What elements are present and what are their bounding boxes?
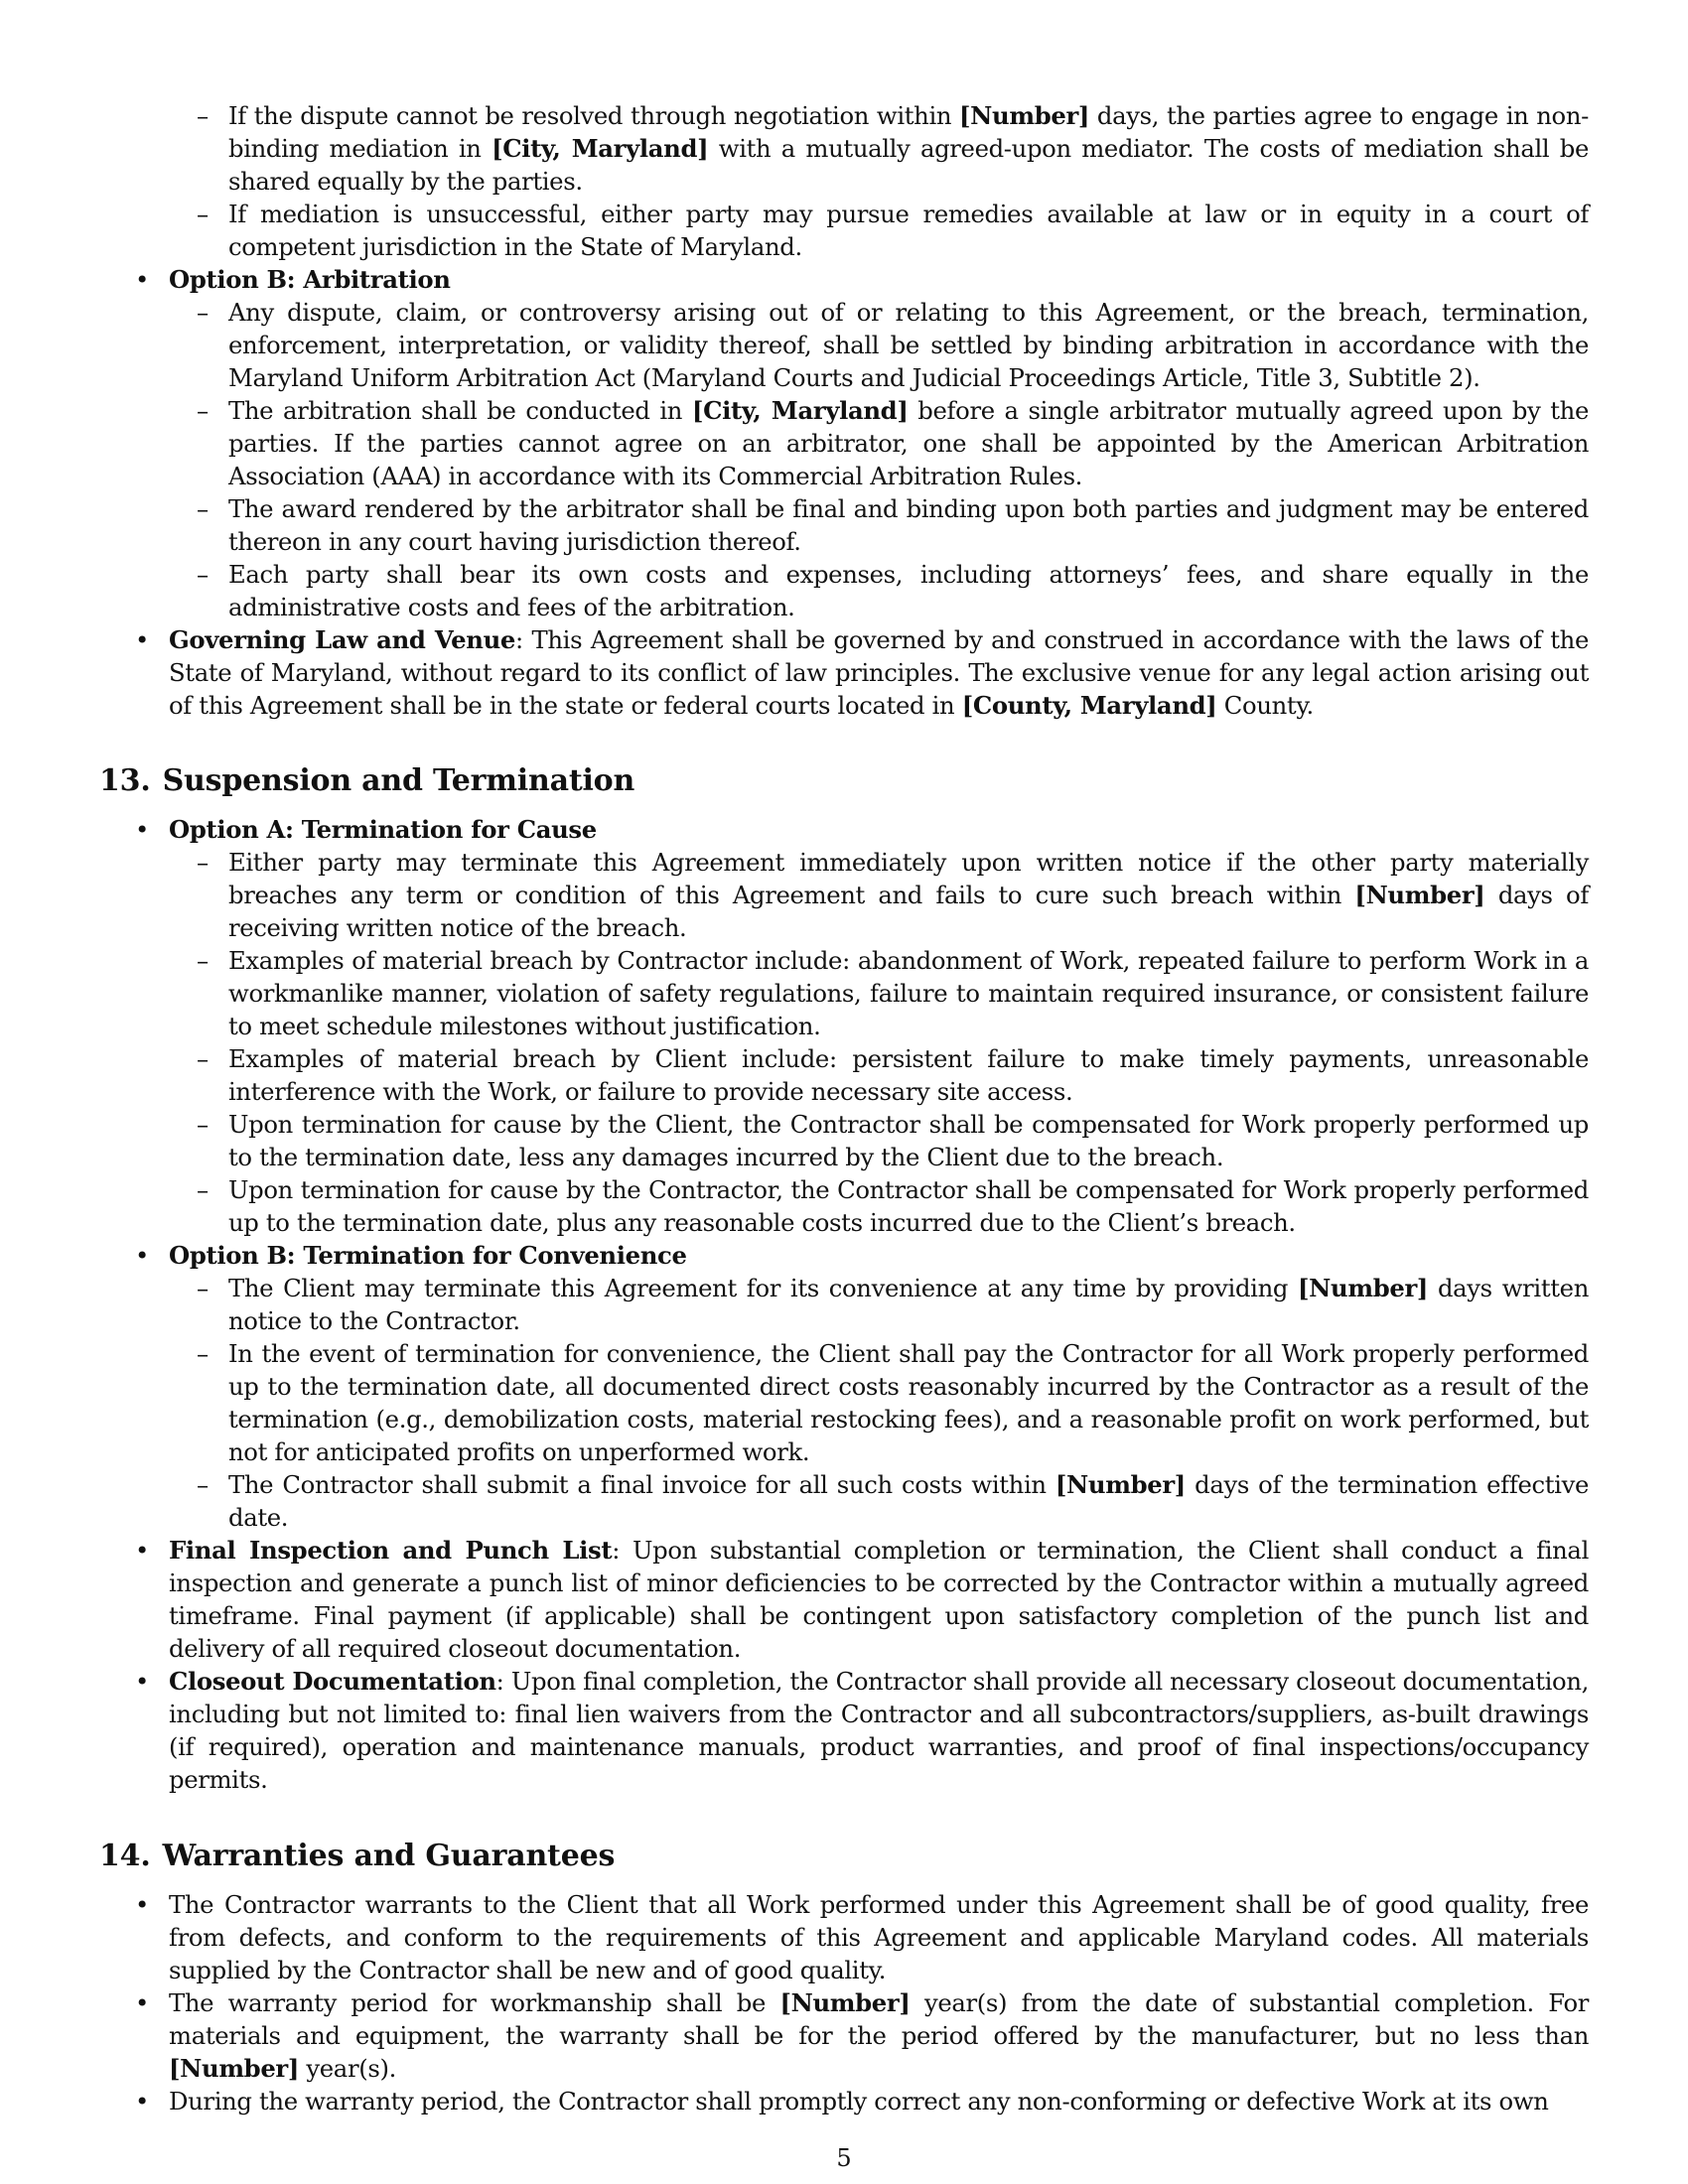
page-number: 5	[836, 2144, 852, 2172]
list-item: • The Contractor warrants to the Client that all Work performed under this Agreement shall be of good quality, free from defects, and conform to the requirements of this Agreement and applicable Maryland codes. All materials supplied by the Contractor shall be new and of good quality.	[135, 1890, 1589, 1984]
list-subitem: – The Client may terminate this Agreement for its convenience at any time by providing [Number] days written notice to the Contractor.	[197, 1274, 1590, 1335]
section-13-list	[99, 813, 1589, 1796]
section-14-list	[99, 1888, 1589, 2117]
list-subitem: – Upon termination for cause by the Client, the Contractor shall be compensated for Work properly performed up to the termination date, less any damages incurred by the Client due to the breach.	[197, 1110, 1589, 1171]
list-subitem: – In the event of termination for convenience, the Client shall pay the Contractor for all Work properly performed up to the termination date, all documented direct costs reasonably incurred by the Contractor as a result of the termination (e.g., demobilization costs, material restocking fees), and a reasonable profit on work performed, but not for anticipated profits on unperformed work.	[197, 1339, 1589, 1466]
list-item: • Option B: Termination for Convenience – The Client may terminate this Agreement for its convenience at any time by providing [Number] days written notice to the Contractor. – In the event of termination for convenience, the Client shall pay the Contractor for all Work properly performed up to the termination date, all documented direct costs reasonably incurred by the Contractor as a result of the termination (e.g., demobilization costs, material restocking fees), and a reasonable profit on work performed, but not for anticipated profits on unperformed work. – The Contractor shall submit a final invoice for all such costs within [Number] days of the termination effective date.	[99, 1239, 1589, 1534]
list-subitem: – The award rendered by the arbitrator shall be final and binding upon both parties and judgment may be entered thereon in any court having jurisdiction thereof.	[197, 494, 1589, 556]
list-subitem: – Each party shall bear its own costs and expenses, including attorneys’ fees, and share equally in the administrative costs and fees of the arbitration.	[197, 560, 1589, 621]
section-heading: 14. Warranties and Guarantees	[99, 1839, 616, 1873]
list-item: • During the warranty period, the Contractor shall promptly correct any non-conforming or defective Work at its own	[135, 2087, 1549, 2116]
list-item: • Option A: Termination for Cause – Either party may terminate this Agreement immediately upon written notice if the other party materially breaches any term or condition of this Agreement and fails to cure such breach within [Number] days of receiving written notice of the breach. – Examples of material breach by Contractor include: abandonment of Work, repeated failure to perform Work in a workmanlike manner, violation of safety regulations, failure to maintain required insurance, or consistent failure to meet schedule milestones without justification. – Examples of material breach by Client include: persistent failure to make timely payments, unreasonable interference with the Work, or failure to provide necessary site access. – Upon termination for cause by the Client, the Contractor shall be compensated for Work properly performed up to the termination date, less any damages incurred by the Client due to the breach. – Upon termination for cause by the Contractor, the Contractor shall be compensated for Work properly performed up to the termination date, plus any reasonable costs incurred due to the Client’s breach.	[99, 813, 1589, 1239]
list-subitem: – Any dispute, claim, or controversy arising out of or relating to this Agreement, or the breach, termination, enforcement, interpretation, or validity thereof, shall be settled by binding arbitration in accordance with the Maryland Uniform Arbitration Act (Maryland Courts and Judicial Proceedings Article, Title 3, Subtitle 2).	[197, 298, 1589, 392]
list-subitem: – The Contractor shall submit a final invoice for all such costs within [Number] days of the termination effective date.	[197, 1470, 1589, 1532]
item-label: Governing Law and Venue	[169, 625, 516, 654]
section-heading: 13. Suspension and Termination	[99, 763, 635, 798]
list-item: • Final Inspection and Punch List: Upon substantial completion or termination, the Client shall conduct a final inspection and generate a punch list of minor deficiencies to be corrected by the Contractor within a mutually agreed timeframe. Final payment (if applicable) shall be contingent upon satisfactory completion of the punch list and delivery of all required closeout documentation.	[135, 1536, 1589, 1663]
item-label: Final Inspection and Punch List	[169, 1536, 613, 1565]
continuation-list	[99, 99, 1589, 722]
list-item: • Governing Law and Venue: This Agreement shall be governed by and construed in accordance with the laws of the State of Maryland, without regard to its conflict of law principles. The exclusive venue for any legal action arising out of this Agreement shall be in the state or federal courts located in [County, Maryland] County.	[135, 625, 1589, 720]
list-subitem: – Upon termination for cause by the Contractor, the Contractor shall be compensated for Work properly performed up to the termination date, plus any reasonable costs incurred due to the Client’s breach.	[197, 1175, 1589, 1237]
document-page	[99, 99, 1589, 2117]
item-label: Closeout Documentation	[169, 1667, 496, 1696]
item-label: Option B: Termination for Convenience	[169, 1241, 687, 1270]
list-item: • Option B: Arbitration – Any dispute, claim, or controversy arising out of or relating to this Agreement, or the breach, termination, enforcement, interpretation, or validity thereof, shall be settled by binding arbitration in accordance with the Maryland Uniform Arbitration Act (Maryland Courts and Judicial Proceedings Article, Title 3, Subtitle 2). – The arbitration shall be conducted in [City, Maryland] before a single arbitrator mutually agreed upon by the parties. If the parties cannot agree on an arbitrator, one shall be appointed by the American Arbitration Association (AAA) in accordance with its Commercial Arbitration Rules. – The award rendered by the arbitrator shall be final and binding upon both parties and judgment may be entered thereon in any court having jurisdiction thereof. – Each party shall bear its own costs and expenses, including attorneys’ fees, and share equally in the administrative costs and fees of the arbitration.	[99, 263, 1589, 623]
list-item: • The warranty period for workmanship shall be [Number] year(s) from the date of substantial completion. For materials and equipment, the warranty shall be for the period offered by the manufacturer, but no less than [Number] year(s).	[135, 1988, 1589, 2083]
list-subitem: – If mediation is unsuccessful, either party may pursue remedies available at law or in equity in a court of competent jurisdiction in the State of Maryland.	[197, 200, 1589, 261]
list-item: • Closeout Documentation: Upon final completion, the Contractor shall provide all necessary closeout documentation, including but not limited to: final lien waivers from the Contractor and all subcontractors/suppliers, as-built drawings (if required), operation and maintenance manuals, product warranties, and proof of final inspections/occupancy permits.	[135, 1667, 1589, 1794]
item-label: Option B: Arbitration	[169, 265, 451, 294]
list-subitem: – Examples of material breach by Client include: persistent failure to make timely payments, unreasonable interference with the Work, or failure to provide necessary site access.	[197, 1044, 1589, 1106]
list-subitem: – The arbitration shall be conducted in [City, Maryland] before a single arbitrator mutually agreed upon by the parties. If the parties cannot agree on an arbitrator, one shall be appointed by the American Arbitration Association (AAA) in accordance with its Commercial Arbitration Rules.	[197, 396, 1590, 490]
list-subitem: – If the dispute cannot be resolved through negotiation within [Number] days, the parties agree to engage in non-binding mediation in [City, Maryland] with a mutually agreed-upon mediator. The costs of mediation shall be shared equally by the parties.	[197, 101, 1590, 196]
list-subitem: – Examples of material breach by Contractor include: abandonment of Work, repeated failure to perform Work in a workmanlike manner, violation of safety regulations, failure to maintain required insurance, or consistent failure to meet schedule milestones without justification.	[197, 946, 1589, 1040]
list-subitem: – Either party may terminate this Agreement immediately upon written notice if the other party materially breaches any term or condition of this Agreement and fails to cure such breach within [Number] days of receiving written notice of the breach.	[197, 848, 1589, 942]
item-label: Option A: Termination for Cause	[169, 815, 597, 844]
